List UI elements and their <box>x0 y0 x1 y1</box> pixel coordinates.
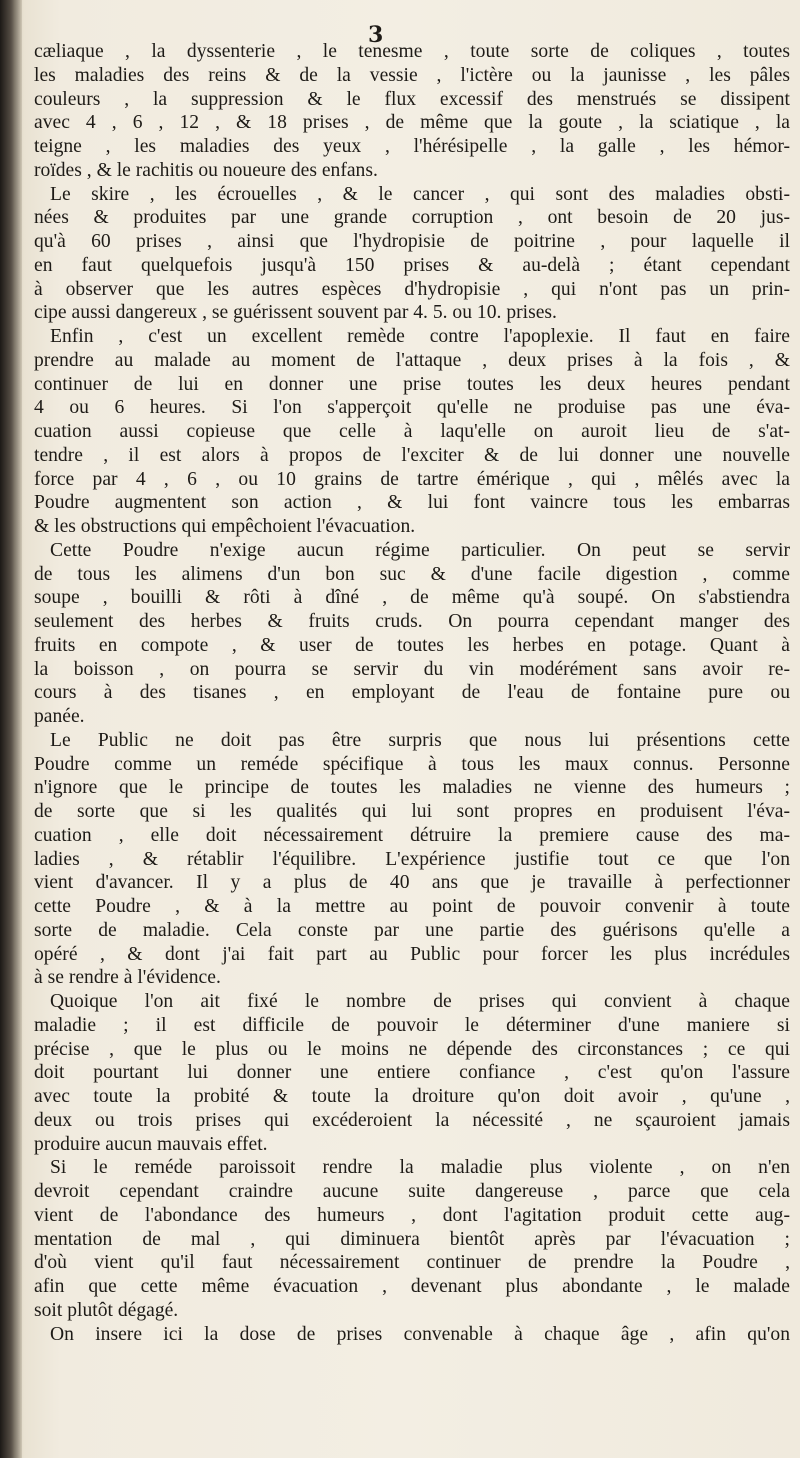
text-line: produire aucun mauvais effet. <box>34 1133 268 1155</box>
text-line: teigne , les maladies des yeux , l'hérésipelle , la galle , les hémor- <box>34 136 790 157</box>
text-line: afin que cette même évacuation , devenant plus abondante , le malade <box>34 1276 790 1297</box>
text-line: seulement des herbes & fruits cruds. On pourra cependant manger des <box>34 611 790 632</box>
text-line: précise , que le plus ou le moins ne dépende des circonstances ; ce qui <box>34 1038 790 1060</box>
text-line: panée. <box>34 706 85 727</box>
text-line: Enfin , c'est un excellent remède contre l'apoplexie. Il faut en faire <box>50 326 790 347</box>
text-line: fruits en compote , & user de toutes les herbes en potage. Quant à <box>34 634 790 656</box>
text-line: Quoique l'on ait fixé le nombre de prises qui convient à chaque <box>50 991 790 1012</box>
text-line: Le skire , les écrouelles , & le cancer , qui sont des maladies obsti- <box>50 183 790 205</box>
text-line: Si le reméde paroissoit rendre la maladie plus violente , on n'en <box>50 1157 790 1179</box>
text-line: de tous les alimens d'un bon suc & d'une facile digestion , comme <box>34 563 790 585</box>
text-line: & les obstructions qui empêchoient l'évacuation. <box>34 516 416 537</box>
paragraph <box>34 1323 790 1347</box>
paragraph <box>34 1156 790 1322</box>
text-line: les maladies des reins & de la vessie , l'ictère ou la jaunisse , les pâles <box>34 64 790 86</box>
paragraph <box>34 990 790 1156</box>
text-line: qu'à 60 prises , ainsi que l'hydropisie de poitrine , pour laquelle il <box>34 231 790 252</box>
paragraph <box>34 729 790 990</box>
text-line: avec toute la probité & toute la droiture qu'on doit avoir , qu'une , <box>34 1086 790 1107</box>
page-text <box>34 40 790 1346</box>
text-line: force par 4 , 6 , ou 10 grains de tartre émérique , qui , mêlés avec la <box>34 468 790 490</box>
book-spine-shadow <box>0 0 22 1458</box>
text-line: à se rendre à l'évidence. <box>34 967 221 989</box>
text-line: cæliaque , la dyssenterie , le tenesme , toute sorte de coliques , toutes <box>34 41 790 62</box>
text-line: Cette Poudre n'exige aucun régime particulier. On peut se servir <box>50 539 790 561</box>
text-line: cours à des tisanes , en employant de l'eau de fontaine pure ou <box>34 682 790 704</box>
text-line: roïdes , & le rachitis ou noueure des enfans. <box>34 159 378 181</box>
text-line: Poudre comme un reméde spécifique à tous les maux connus. Personne <box>34 753 790 775</box>
text-line: soupe , bouilli & rôti à dîné , de même qu'à soupé. On s'abstiendra <box>34 587 790 609</box>
text-line: avec 4 , 6 , 12 , & 18 prises , de même que la goute , la sciatique , la <box>34 112 790 134</box>
text-line: vient de l'abondance des humeurs , dont l'agitation produit cette aug- <box>34 1204 790 1226</box>
text-line: cipe aussi dangereux , se guérissent souvent par 4. 5. ou 10. prises. <box>34 302 557 324</box>
text-line: à observer que les autres espèces d'hydropisie , qui n'ont pas un prin- <box>34 278 790 300</box>
text-line: cuation aussi copieuse que celle à laqu'elle on auroit lieu de s'at- <box>34 421 790 442</box>
page-number: 3 <box>368 22 384 48</box>
text-line: n'ignore que le principe de toutes les maladies ne vienne des humeurs ; <box>34 777 790 799</box>
text-line: tendre , il est alors à propos de l'exciter & de lui donner une nouvelle <box>34 444 790 466</box>
text-line: maladie ; il est difficile de pouvoir le déterminer d'une maniere si <box>34 1014 790 1036</box>
text-line: doit pourtant lui donner une entiere confiance , c'est qu'on l'assure <box>34 1062 790 1084</box>
text-line: On insere ici la dose de prises convenable à chaque âge , afin qu'on <box>50 1323 790 1345</box>
text-line: cuation , elle doit nécessairement détruire la premiere cause des ma- <box>34 824 790 846</box>
text-line: nées & produites par une grande corruption , ont besoin de 20 jus- <box>34 207 790 229</box>
text-line: ladies , & rétablir l'équilibre. L'expérience justifie tout ce que l'on <box>34 848 790 870</box>
text-line: sorte de maladie. Cela conste par une partie des guérisons qu'elle a <box>34 919 790 941</box>
text-line: de sorte que si les qualités qui lui sont propres en produisent l'éva- <box>34 801 790 822</box>
text-line: mentation de mal , qui diminuera bientôt après par l'évacuation ; <box>34 1228 790 1250</box>
text-line: soit plutôt dégagé. <box>34 1299 179 1321</box>
paragraph <box>34 325 790 539</box>
text-line: continuer de lui en donner une prise toutes les deux heures pendant <box>34 373 790 395</box>
text-line: cette Poudre , & à la mettre au point de pouvoir convenir à toute <box>34 896 790 917</box>
text-line: Le Public ne doit pas être surpris que nous lui présentions cette <box>50 729 790 751</box>
text-line: couleurs , la suppression & le flux excessif des menstrués se dissipent <box>34 88 790 110</box>
text-line: deux ou trois prises qui excéderoient la nécessité , ne sçauroient jamais <box>34 1109 790 1131</box>
text-line: vient d'avancer. Il y a plus de 40 ans que je travaille à perfectionner <box>34 872 790 894</box>
text-line: en faut quelquefois jusqu'à 150 prises & au-delà ; étant cependant <box>34 254 790 276</box>
text-line: devroit cependant craindre aucune suite dangereuse , parce que cela <box>34 1181 790 1202</box>
paragraph <box>34 183 790 326</box>
paragraph <box>34 539 790 729</box>
text-line: opéré , & dont j'ai fait part au Public pour forcer les plus incrédules <box>34 943 790 965</box>
text-line: 4 ou 6 heures. Si l'on s'apperçoit qu'elle ne produise pas une éva- <box>34 397 790 419</box>
text-line: prendre au malade au moment de l'attaque , deux prises à la fois , & <box>34 349 790 371</box>
paragraph <box>34 40 790 183</box>
text-line: d'où vient qu'il faut nécessairement continuer de prendre la Poudre , <box>34 1252 790 1274</box>
text-line: la boisson , on pourra se servir du vin modérément sans avoir re- <box>34 658 790 680</box>
text-line: Poudre augmentent son action , & lui font vaincre tous les embarras <box>34 492 790 514</box>
